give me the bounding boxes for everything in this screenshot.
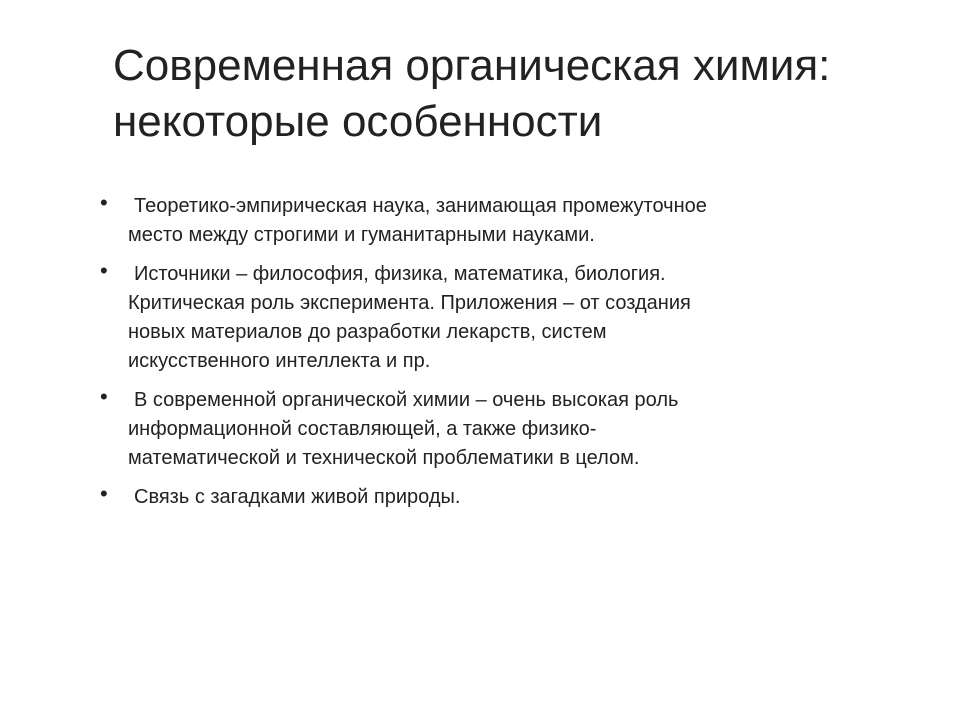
bullet-text-line: Связь с загадками живой природы.	[134, 486, 461, 508]
slide-title-line: некоторые особенности	[113, 97, 603, 146]
bullet-item-2	[100, 260, 860, 376]
bullet-list	[100, 192, 860, 522]
bullet-item-4	[100, 483, 860, 512]
bullet-item-3	[100, 386, 860, 473]
bullet-item-1	[100, 192, 860, 250]
bullet-text-line: Источники – философия, физика, математика, биология.	[134, 263, 666, 285]
bullet-text	[128, 260, 860, 376]
bullet-text	[128, 483, 860, 512]
bullet-text-line: математической и технической проблематики в целом.	[128, 447, 640, 469]
slide-title-line: Современная органическая химия:	[113, 41, 831, 90]
bullet-dot-icon: •	[100, 481, 108, 506]
slide-title	[113, 38, 913, 150]
bullet-dot-icon: •	[100, 384, 108, 409]
bullet-text	[128, 386, 860, 473]
bullet-text-line: Критическая роль эксперимента. Приложения – от создания	[128, 292, 691, 314]
bullet-text-line: место между строгими и гуманитарными науками.	[128, 224, 595, 246]
bullet-text-line: искусственного интеллекта и пр.	[128, 350, 431, 372]
bullet-text-line: новых материалов до разработки лекарств, систем	[128, 321, 607, 343]
bullet-text-line: информационной составляющей, а также физико-	[128, 418, 597, 440]
bullet-dot-icon: •	[100, 258, 108, 283]
bullet-text-line: В современной органической химии – очень высокая роль	[134, 389, 679, 411]
bullet-text	[128, 192, 860, 250]
bullet-text-line: Теоретико-эмпирическая наука, занимающая промежуточное	[134, 195, 707, 217]
bullet-dot-icon: •	[100, 190, 108, 215]
